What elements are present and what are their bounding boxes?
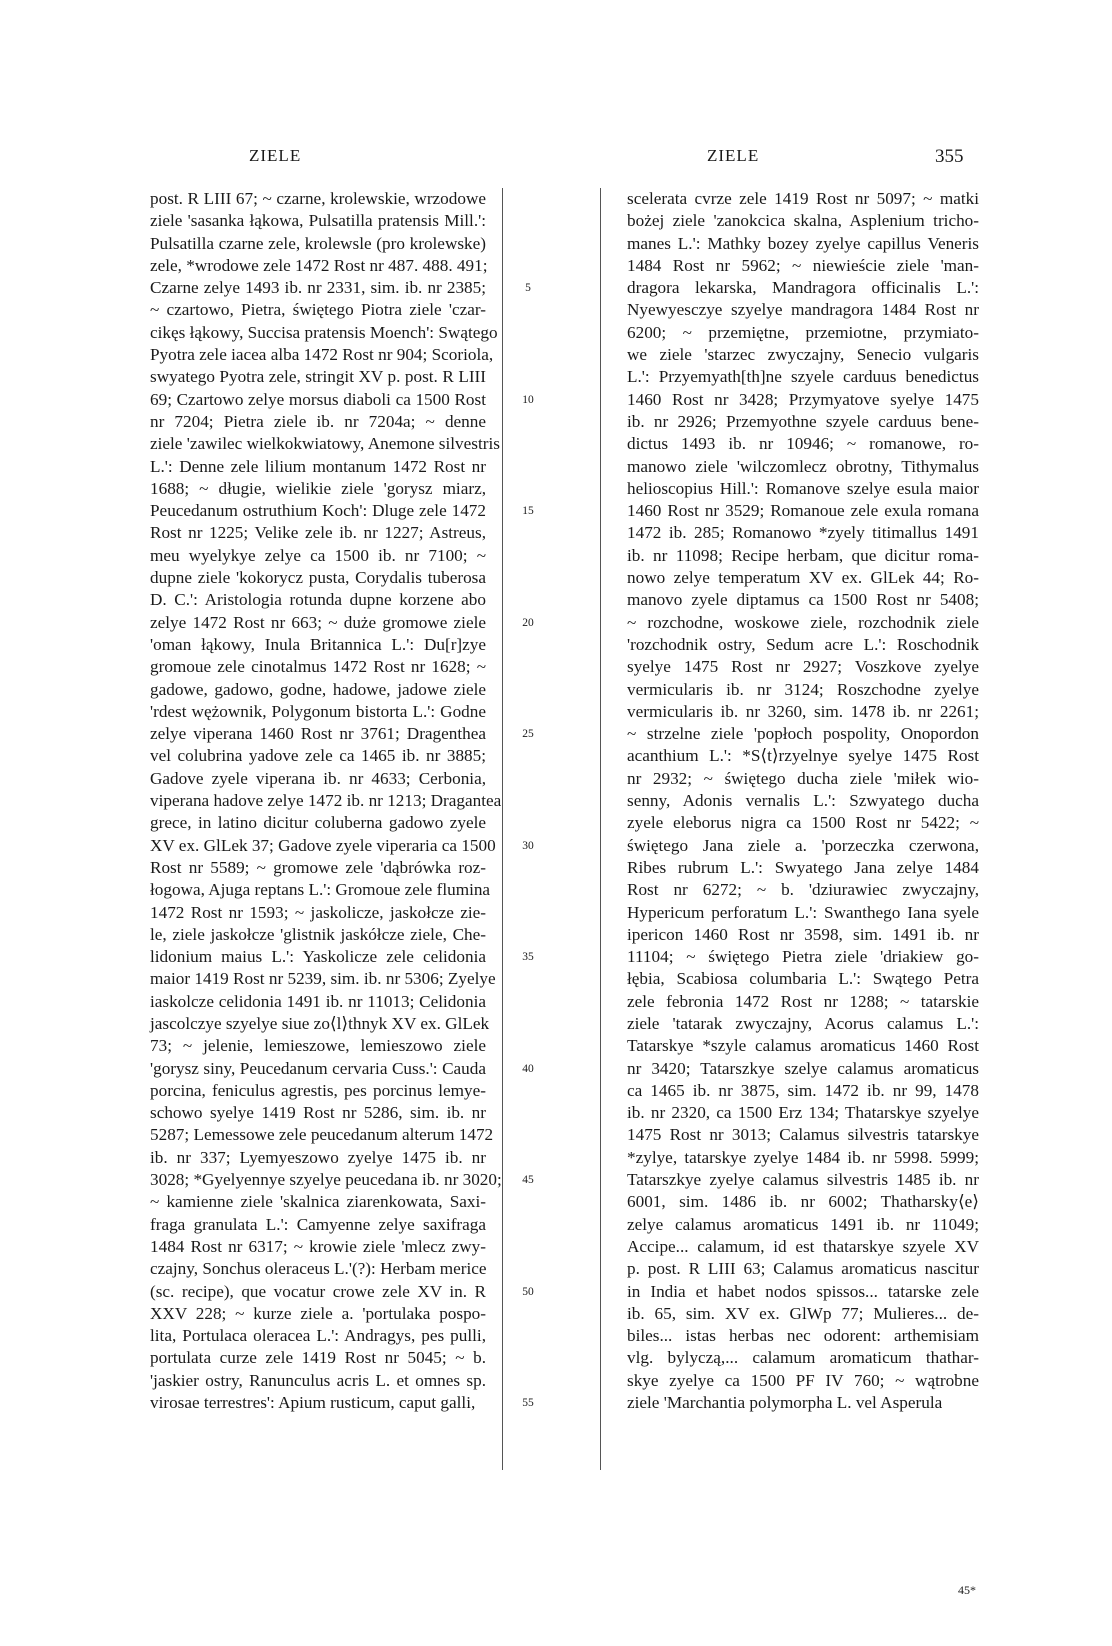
text-line: zelye 1472 Rost nr 663; ~ duże gromowe ziele [150, 612, 486, 632]
text-line: bożej ziele 'zanokcica skalna, Asplenium tricho- [627, 211, 979, 231]
text-line: zyele eleborus nigra ca 1500 Rost nr 5422; ~ [627, 813, 979, 833]
text-line: Ribes rubrum L.': Swyatego Jana zelye 1484 [627, 857, 979, 877]
signature-mark: 45* [958, 1583, 976, 1597]
text-line: in India et habet nodos spissos... tatarske zele [627, 1281, 979, 1301]
text-line: Tatarszkye zyelye calamus silvestris 1485 ib. nr [627, 1170, 979, 1190]
right-column-rule [600, 188, 601, 1470]
text-line: nr 7204; Pietra ziele ib. nr 7204a; ~ denne [150, 411, 486, 431]
text-line: we ziele 'starzec zwyczajny, Senecio vulgaris [627, 345, 979, 365]
text-line: ziele 'sasanka łąkowa, Pulsatilla pratensis Mill.': [150, 211, 486, 231]
text-line: iaskolcze celidonia 1491 ib. nr 11013; Celidonia [150, 991, 486, 1011]
text-line: gromoue zele cinotalmus 1472 Rost nr 1628; ~ [150, 657, 486, 677]
text-line: skye zyelye ca 1500 PF IV 760; ~ wątrobne [627, 1370, 979, 1390]
text-line: vel colubrina yadove zele ca 1465 ib. nr 3885; [150, 746, 486, 766]
text-line: 'rozchodnik ostry, Sedum acre L.': Roschodnik [627, 634, 979, 654]
text-line: ~ kamienne ziele 'skalnica ziarenkowata, Saxi- [150, 1192, 486, 1212]
text-line: Nyewyesczye szyelye mandragora 1484 Rost nr [627, 300, 979, 320]
text-line: acanthium L.': *S⟨t⟩rzyelnye syelye 1475 Rost [627, 746, 979, 766]
text-line: viperana hadove zelye 1472 ib. nr 1213; Dragantea [150, 791, 502, 811]
line-number: 15 [522, 505, 534, 518]
text-line: 1484 Rost nr 6317; ~ krowie ziele 'mlecz zwy- [150, 1236, 486, 1256]
right-running-title: ZIELE [707, 146, 760, 165]
line-number: 30 [522, 839, 534, 852]
text-line: D. C.': Aristologia rotunda dupne korzene abo [150, 590, 486, 610]
text-line: helioscopius Hill.': Romanove szelye esula maior [627, 478, 979, 498]
text-line: nr 2932; ~ świętego ducha ziele 'miłek wio- [627, 768, 979, 788]
text-line: dictus 1493 ib. nr 10946; ~ romanowe, ro- [627, 434, 979, 454]
text-line: L.': Denne zele lilium montanum 1472 Rost nr [150, 456, 486, 476]
text-line: *zylye, tatarskye zyelye 1484 ib. nr 5998. 5999; [627, 1147, 979, 1167]
text-line: ziele 'Marchantia polymorpha L. vel Asperula [627, 1393, 943, 1413]
text-line: gadowe, gadowo, godne, hadowe, jadowe ziele [150, 679, 486, 699]
text-line: 1472 Rost nr 1593; ~ jaskolicze, jaskołcze zie- [150, 902, 486, 922]
text-line: 1472 ib. 285; Romanowo *zyely titimallus 1491 [627, 523, 979, 543]
text-line: ~ rozchodne, woskowe ziele, rozchodnik ziele [627, 612, 979, 632]
text-line: ib. 65, sim. XV ex. GlWp 77; Mulieres... de- [627, 1303, 979, 1323]
text-line: ziele 'tatarak zwyczajny, Acorus calamus L.': [627, 1013, 979, 1033]
text-line: maior 1419 Rost nr 5239, sim. ib. nr 5306; Zyelye [150, 969, 496, 989]
text-line: zelye viperana 1460 Rost nr 3761; Dragenthea [150, 724, 486, 744]
text-line: ~ czartowo, Pietra, świętego Piotra ziele 'czar- [150, 300, 486, 320]
text-line: porcina, feniculus agrestis, pes porcinus lemye- [150, 1080, 486, 1100]
line-number: 10 [522, 393, 534, 406]
line-number: 20 [522, 616, 534, 629]
text-line: dupne ziele 'kokorycz pusta, Corydalis tuberosa [150, 568, 486, 588]
text-line: ib. nr 11098; Recipe herbam, que dicitur roma- [627, 545, 979, 565]
text-line: Rost nr 1225; Velike zele ib. nr 1227; Astreus, [150, 523, 486, 543]
text-line: 6200; ~ przemiętne, przemiotne, przymiato- [627, 322, 979, 342]
page-number: 355 [935, 146, 964, 167]
running-header [0, 146, 1112, 176]
text-line: 'gorysz siny, Peucedanum cervaria Cuss.': Cauda [150, 1058, 486, 1078]
text-line: Peucedanum ostruthium Koch': Dluge zele 1472 [150, 501, 486, 521]
text-line: biles... istas herbas nec odorent: arthemisiam [627, 1326, 979, 1346]
text-line: le, ziele jaskołcze 'glistnik jaskółcze ziele, Che- [150, 924, 486, 944]
text-line: zele, *wrodowe zele 1472 Rost nr 487. 488. 491; [150, 255, 488, 275]
text-line: ca 1465 ib. nr 3875, sim. 1472 ib. nr 99, 1478 [627, 1080, 979, 1100]
text-line: ziele 'zawilec wielkokwiatowy, Anemone silvestris [150, 434, 500, 454]
text-line: Rost nr 5589; ~ gromowe zele 'dąbrówka roz- [150, 857, 486, 877]
text-line: meu wyelykye zelye ca 1500 ib. nr 7100; ~ [150, 545, 486, 565]
text-line: ib. nr 337; Lyemyeszowo zyelye 1475 ib. nr [150, 1147, 486, 1167]
text-line: swyatego Pyotra zele, stringit XV p. post. R LIII [150, 367, 486, 387]
line-number: 50 [522, 1285, 534, 1298]
line-number: 25 [522, 728, 534, 741]
line-number: 55 [522, 1397, 534, 1410]
text-line: 69; Czartowo zelye morsus diaboli ca 1500 Rost [150, 389, 486, 409]
text-line: ib. nr 2926; Przemyothne szyele carduus bene- [627, 411, 979, 431]
text-line: Tatarskye *szyle calamus aromaticus 1460 Rost [627, 1036, 979, 1056]
text-line: ib. nr 2320, ca 1500 Erz 134; Thatarskye szyelye [627, 1103, 979, 1123]
text-line: schowo syelye 1419 Rost nr 5286, sim. ib. nr [150, 1103, 486, 1123]
text-line: świętego Jana ziele a. 'porzeczka czerwona, [627, 835, 979, 855]
text-line: 5287; Lemessowe zele peucedanum alterum 1472 [150, 1125, 494, 1145]
line-number: 40 [522, 1062, 534, 1075]
text-line: XXV 228; ~ kurze ziele a. 'portulaka pospo- [150, 1303, 486, 1323]
text-line: grece, in latino dicitur coluberna gadowo zyele [150, 813, 486, 833]
text-line: 11104; ~ świętego Pietra ziele 'driakiew go- [627, 947, 979, 967]
text-line: lidonium maius L.': Yaskolicze zele celidonia [150, 947, 486, 967]
left-text-column [150, 188, 502, 1414]
text-line: scelerata cvrze zele 1419 Rost nr 5097; ~ matki [627, 189, 979, 208]
text-line: XV ex. GlLek 37; Gadove zyele viperaria ca 1500 [150, 835, 496, 855]
text-line: 1460 Rost nr 3428; Przymyatove syelye 1475 [627, 389, 979, 409]
text-line: Gadove zyele viperana ib. nr 4633; Cerbonia, [150, 768, 486, 788]
text-line: nowo zelye temperatum XV ex. GlLek 44; Ro- [627, 568, 979, 588]
text-line: virosae terrestres': Apium rusticum, caput galli, [150, 1393, 476, 1413]
text-line: dragora lekarska, Mandragora officinalis L.': [627, 278, 979, 298]
right-text-column [627, 188, 979, 1414]
text-line: 'jaskier ostry, Ranunculus acris L. et omnes sp. [150, 1370, 486, 1390]
text-line: post. R LIII 67; ~ czarne, krolewskie, wrzodowe [150, 189, 486, 208]
text-line: Pulsatilla czarne zele, krolewsle (pro krolewske) [150, 233, 486, 253]
line-number: 5 [525, 282, 531, 295]
text-line: fraga granulata L.': Camyenne zelye saxifraga [150, 1214, 486, 1234]
text-line: Pyotra zele iacea alba 1472 Rost nr 904; Scoriola, [150, 345, 494, 365]
text-line: ipericon 1460 Rost nr 3598, sim. 1491 ib. nr [627, 924, 979, 944]
line-number: 45 [522, 1174, 534, 1187]
text-line: Hypericum perforatum L.': Swanthego Iana syele [627, 902, 979, 922]
text-line: zele febronia 1472 Rost nr 1288; ~ tatarskie [627, 991, 979, 1011]
text-line: nr 3420; Tatarszkye szelye calamus aromaticus [627, 1058, 979, 1078]
text-line: 73; ~ jelenie, lemieszowe, lemieszowo ziele [150, 1036, 486, 1056]
text-line: 'rdest wężownik, Polygonum bistorta L.': Godne [150, 701, 486, 721]
text-line: ~ strzelne ziele 'popłoch pospolity, Onopordon [627, 724, 979, 744]
text-line: manovo zyele diptamus ca 1500 Rost nr 5408; [627, 590, 979, 610]
text-line: syelye 1475 Rost nr 2927; Voszkove zyelye [627, 657, 979, 677]
left-column-rule [502, 188, 503, 1470]
text-line: Czarne zelye 1493 ib. nr 2331, sim. ib. nr 2385; [150, 278, 486, 298]
text-line: Accipe... calamum, id est thatarskye szyele XV [627, 1236, 979, 1256]
text-line: czajny, Sonchus oleraceus L.'(?): Herbam merice [150, 1259, 487, 1279]
text-line: 1460 Rost nr 3529; Romanoue zele exula romana [627, 501, 979, 521]
text-line: senny, Adonis vernalis L.': Szwyatego ducha [627, 791, 979, 811]
text-line: zelye calamus aromaticus 1491 ib. nr 11049; [627, 1214, 979, 1234]
text-line: manowo ziele 'wilczomlecz obrotny, Tithymalus [627, 456, 979, 476]
text-line: p. post. R LIII 63; Calamus aromaticus nascitur [627, 1259, 979, 1279]
text-line: manes L.': Mathky bozey zyelye capillus Veneris [627, 233, 979, 253]
line-number: 35 [522, 951, 534, 964]
text-line: jascolczye szyelye siue zo⟨l⟩thnyk XV ex. GlLek [150, 1013, 490, 1033]
text-line: 'oman łąkowy, Inula Britannica L.': Du[r]zye [150, 634, 486, 654]
text-line: 1475 Rost nr 3013; Calamus silvestris tatarskye [627, 1125, 979, 1145]
text-line: portulata curze zele 1419 Rost nr 5045; ~ b. [150, 1348, 486, 1368]
text-line: 6001, sim. 1486 ib. nr 6002; Thatharsky⟨e⟩ [627, 1192, 979, 1212]
text-line: lita, Portulaca oleracea L.': Andragys, pes pulli, [150, 1326, 486, 1346]
text-line: łębia, Scabiosa columbaria L.': Swątego Petra [627, 969, 979, 989]
text-line: L.': Przyemyath[th]ne szyele carduus benedictus [627, 367, 979, 387]
text-line: Rost nr 6272; ~ b. 'dziurawiec zwyczajny, [627, 880, 979, 900]
text-line: 1484 Rost nr 5962; ~ niewieście ziele 'man- [627, 255, 979, 275]
text-line: vermicularis ib. nr 3124; Roszchodne zyelye [627, 679, 979, 699]
text-line: vlg. bylyczą,... calamum aromaticum thathar- [627, 1348, 979, 1368]
text-line: 1688; ~ długie, wielikie ziele 'gorysz miarz, [150, 478, 486, 498]
left-running-title: ZIELE [249, 146, 302, 165]
text-line: (sc. recipe), que vocatur crowe zele XV in. R [150, 1281, 486, 1301]
text-line: 3028; *Gyelyennye szyelye peucedana ib. nr 3020; [150, 1170, 502, 1190]
text-line: cikęs łąkowy, Succisa pratensis Moench': Swątego [150, 322, 498, 342]
text-line: łogowa, Ajuga reptans L.': Gromoue zele flumina [150, 880, 491, 900]
text-line: vermicularis ib. nr 3260, sim. 1478 ib. nr 2261; [627, 701, 979, 721]
